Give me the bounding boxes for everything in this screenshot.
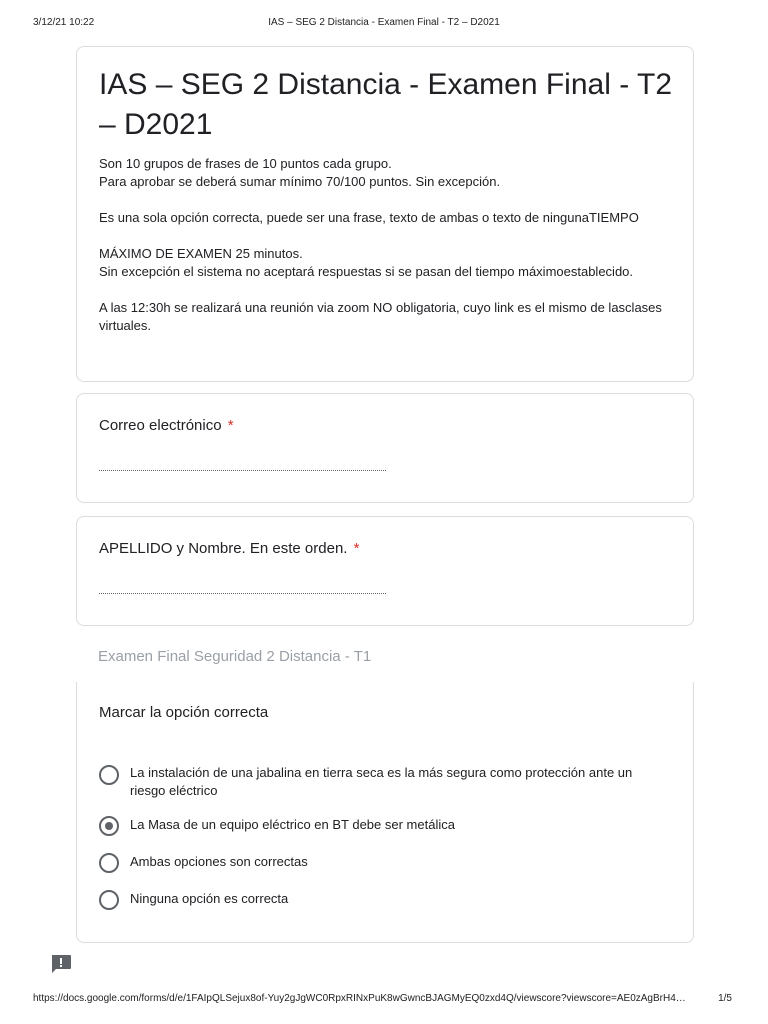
option-3[interactable] bbox=[99, 890, 659, 910]
print-datetime: 3/12/21 10:22 bbox=[33, 17, 95, 28]
required-asterisk: * bbox=[227, 417, 234, 434]
name-question-label bbox=[99, 540, 359, 557]
option-label: Ninguna opción es correcta bbox=[130, 891, 289, 906]
name-field[interactable] bbox=[99, 575, 386, 594]
print-url: https://docs.google.com/forms/d/e/1FAIpQLSejux8of-Yuy2gJgWC0RpxRINxPuK8wGwncBJAGMyEQ0zxd4Q/viewscore?viewscore=AE0zAgBrH4… bbox=[33, 993, 686, 1004]
page-number: 1/5 bbox=[718, 993, 732, 1004]
email-question-label bbox=[99, 417, 234, 434]
form-header-card bbox=[76, 46, 694, 382]
name-question-card bbox=[76, 516, 694, 626]
print-title: IAS – SEG 2 Distancia - Examen Final - T2 – D2021 bbox=[268, 17, 500, 28]
description-line: Para aprobar se deberá sumar mínimo 70/100 puntos. Sin excepción. bbox=[99, 174, 501, 189]
print-header bbox=[0, 0, 768, 30]
radio-button[interactable] bbox=[99, 765, 119, 785]
radio-button-selected[interactable] bbox=[99, 816, 119, 836]
multiple-choice-card bbox=[76, 682, 694, 943]
question-title: Marcar la opción correcta bbox=[99, 704, 269, 721]
email-field[interactable] bbox=[99, 452, 386, 471]
description-line: A las 12:30h se realizará una reunión via zoom NO obligatoria, cuyo link es el mismo de lasclases virtuales. bbox=[99, 300, 662, 333]
radio-button[interactable] bbox=[99, 890, 119, 910]
form-description bbox=[99, 155, 699, 335]
description-line: Son 10 grupos de frases de 10 puntos cada grupo. bbox=[99, 156, 392, 171]
section-title: Examen Final Seguridad 2 Distancia - T1 bbox=[98, 648, 372, 665]
form-title: IAS – SEG 2 Distancia - Examen Final - T2 – D2021 bbox=[99, 68, 673, 141]
option-label: Ambas opciones son correctas bbox=[130, 854, 308, 869]
description-line: MÁXIMO DE EXAMEN 25 minutos. bbox=[99, 246, 303, 261]
required-asterisk: * bbox=[353, 540, 360, 557]
feedback-icon[interactable] bbox=[50, 954, 72, 974]
option-1[interactable] bbox=[99, 816, 659, 836]
option-label: La instalación de una jabalina en tierra seca es la más segura como protección ante un riesgo eléctrico bbox=[130, 765, 633, 798]
feedback-icon-graphic bbox=[50, 954, 72, 974]
email-question-card bbox=[76, 393, 694, 503]
radio-button[interactable] bbox=[99, 853, 119, 873]
email-label-text: Correo electrónico bbox=[99, 417, 222, 434]
description-line: Es una sola opción correcta, puede ser una frase, texto de ambas o texto de ningunaTIEMPO bbox=[99, 210, 639, 225]
description-line: Sin excepción el sistema no aceptará respuestas si se pasan del tiempo máximoestablecido. bbox=[99, 264, 634, 279]
option-label: La Masa de un equipo eléctrico en BT debe ser metálica bbox=[130, 817, 455, 832]
name-label-text: APELLIDO y Nombre. En este orden. bbox=[99, 540, 348, 557]
option-0[interactable] bbox=[99, 764, 659, 800]
option-2[interactable] bbox=[99, 853, 659, 873]
